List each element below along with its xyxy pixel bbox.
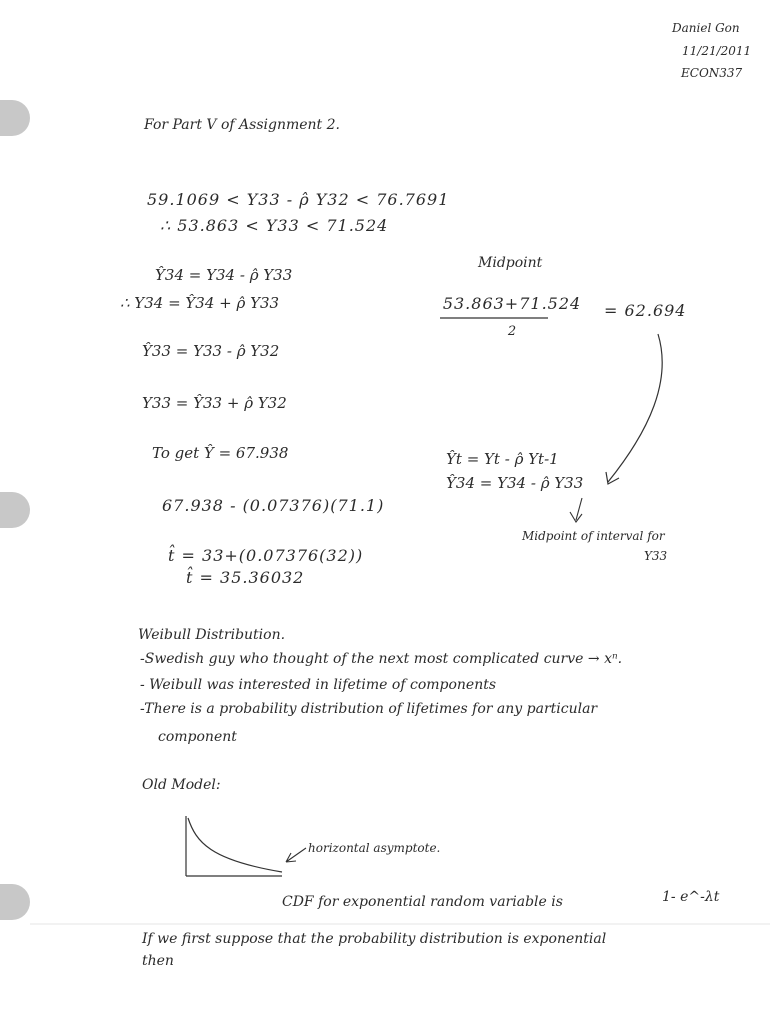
formula-general: Ŷt = Yt - ρ̂ Yt-1 <box>446 450 559 468</box>
author-name: Daniel Gon <box>672 21 740 35</box>
page-title: For Part V of Assignment 2. <box>144 117 340 133</box>
course-code: ECON337 <box>681 66 743 80</box>
midpoint-numerator: 53.863+71.524 <box>442 294 582 313</box>
equation-y33-hat: Ŷ33 = Y33 - ρ̂ Y32 <box>142 342 280 360</box>
curved-arrow <box>608 334 662 482</box>
closing-line-1: If we first suppose that the probability distribution is exponential <box>142 931 607 947</box>
weibull-bullet-3a: -There is a probability distribution of lifetimes for any particular <box>140 701 598 717</box>
equation-y33: Y33 = Ŷ33 + ρ̂ Y32 <box>142 394 287 412</box>
weibull-bullet-3b: component <box>158 729 237 745</box>
old-model-heading: Old Model: <box>142 777 221 793</box>
interval-line-2: ∴ 53.863 < Y33 < 71.524 <box>160 216 389 235</box>
cdf-formula: 1- e^-λt <box>662 889 720 905</box>
curved-arrow-head <box>606 472 619 484</box>
weibull-bullet-2: - Weibull was interested in lifetime of components <box>140 677 497 693</box>
midpoint-note-line-2: Y33 <box>644 549 668 563</box>
weibull-heading: Weibull Distribution. <box>138 627 286 643</box>
equation-product: 67.938 - (0.07376)(71.1) <box>162 496 385 515</box>
asymptote-arrow <box>286 848 306 862</box>
midpoint-result: = 62.694 <box>604 301 687 320</box>
closing-line-2: then <box>142 953 174 969</box>
equation-t-hat: t̂ = 33+(0.07376(32)) <box>168 546 364 565</box>
equation-to-get: To get Ŷ = 67.938 <box>152 444 289 462</box>
decay-curve <box>188 818 282 872</box>
cdf-text: CDF for exponential random variable is <box>282 894 563 910</box>
asymptote-label: horizontal asymptote. <box>308 841 441 855</box>
midpoint-label: Midpoint <box>478 255 543 271</box>
formula-y34: Ŷ34 = Y34 - ρ̂ Y33 <box>446 474 584 492</box>
midpoint-denominator: 2 <box>507 324 517 339</box>
equation-y34-hat: Ŷ34 = Y34 - ρ̂ Y33 <box>155 266 293 284</box>
midpoint-note-line-1: Midpoint of interval for <box>522 529 665 543</box>
interval-line-1: 59.1069 < Y33 - ρ̂ Y32 < 76.7691 <box>147 190 450 209</box>
weibull-bullet-1: -Swedish guy who thought of the next most complicated curve → xⁿ. <box>140 651 623 667</box>
equation-t-result: t̂ = 35.36032 <box>186 568 305 587</box>
down-arrow <box>570 498 582 522</box>
date: 11/21/2011 <box>682 44 752 58</box>
equation-y34: ∴ Y34 = Ŷ34 + ρ̂ Y33 <box>120 294 280 312</box>
